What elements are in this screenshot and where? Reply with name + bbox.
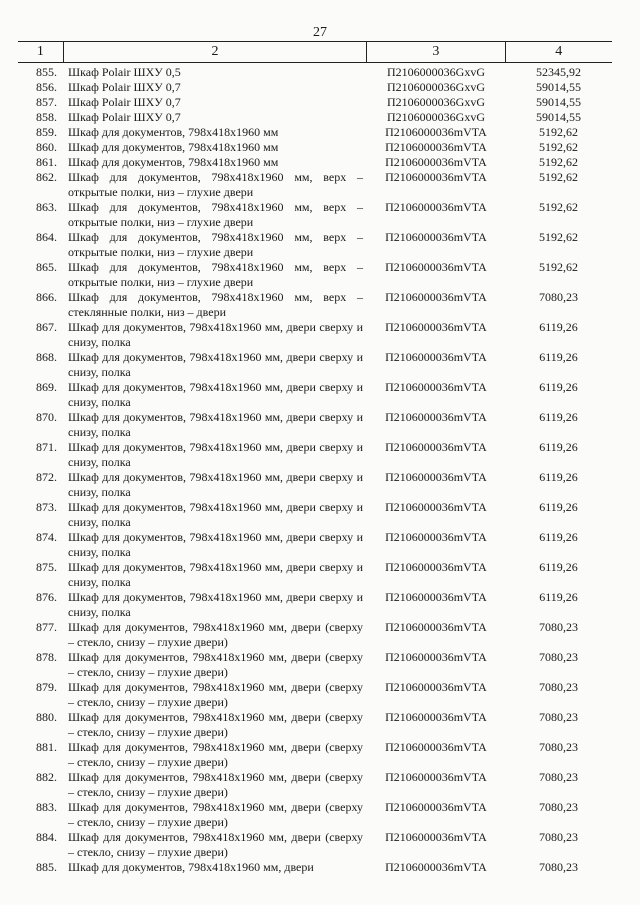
table-row [18,800,612,830]
item-code: П2106000036mVTA [385,470,487,484]
item-price: 6119,26 [539,440,578,454]
row-number: 885. [36,860,57,874]
item-name: Шкаф для документов, 798х418х1960 мм, двери (сверху – стекло, снизу – глухие двери) [68,830,363,859]
row-number: 871. [36,440,57,454]
item-price: 7080,23 [539,770,578,784]
item-code: П2106000036mVTA [385,350,487,364]
item-name: Шкаф Polair ШХУ 0,7 [68,80,181,94]
row-number: 877. [36,620,57,634]
item-price: 6119,26 [539,410,578,424]
item-name: Шкаф для документов, 798х418х1960 мм, двери сверху и снизу, полка [68,320,363,349]
item-name: Шкаф для документов, 798х418х1960 мм, верх – стеклянные полки, низ – двери [68,290,363,319]
item-code: П2106000036mVTA [385,500,487,514]
item-price: 7080,23 [539,710,578,724]
row-number: 880. [36,710,57,724]
item-code: П2106000036mVTA [385,125,487,139]
item-name: Шкаф для документов, 798х418х1960 мм, верх – открытые полки, низ – глухие двери [68,200,363,229]
item-code: П2106000036mVTA [385,530,487,544]
item-price: 6119,26 [539,590,578,604]
row-number: 869. [36,380,57,394]
row-number: 862. [36,170,57,184]
table-row [18,710,612,740]
row-number: 879. [36,680,57,694]
item-price: 5192,62 [539,260,578,274]
row-number: 860. [36,140,57,154]
row-number: 876. [36,590,57,604]
item-name: Шкаф для документов, 798х418х1960 мм, двери (сверху – стекло, снизу – глухие двери) [68,800,363,829]
item-price: 6119,26 [539,500,578,514]
item-name: Шкаф для документов, 798х418х1960 мм, двери (сверху – стекло, снизу – глухие двери) [68,650,363,679]
price-table [18,41,612,890]
row-number: 865. [36,260,57,274]
item-price: 7080,23 [539,620,578,634]
item-price: 5192,62 [539,200,578,214]
row-number: 868. [36,350,57,364]
table-row [18,560,612,590]
item-name: Шкаф для документов, 798х418х1960 мм, верх – открытые полки, низ – глухие двери [68,260,363,289]
table-row [18,350,612,380]
item-code: П2106000036mVTA [385,290,487,304]
item-code: П2106000036mVTA [385,380,487,394]
item-code: П2106000036mVTA [385,260,487,274]
page-number: 27 [313,25,327,40]
row-number: 873. [36,500,57,514]
item-price: 6119,26 [539,320,578,334]
row-number: 859. [36,125,57,139]
row-number: 875. [36,560,57,574]
item-price: 7080,23 [539,860,578,874]
item-price: 6119,26 [539,350,578,364]
row-number: 872. [36,470,57,484]
item-name: Шкаф Polair ШХУ 0,7 [68,110,181,124]
header-col-1: 1 [18,42,64,62]
item-code: П2106000036mVTA [385,200,487,214]
row-number: 856. [36,80,57,94]
item-code: П2106000036GxvG [387,95,485,109]
table-row [18,680,612,710]
row-number: 863. [36,200,57,214]
item-price: 6119,26 [539,560,578,574]
item-name: Шкаф Polair ШХУ 0,7 [68,95,181,109]
item-price: 5192,62 [539,140,578,154]
item-code: П2106000036mVTA [385,155,487,169]
item-name: Шкаф для документов, 798х418х1960 мм, двери [68,860,314,874]
row-number: 878. [36,650,57,664]
item-code: П2106000036GxvG [387,80,485,94]
table-row [18,770,612,800]
item-price: 5192,62 [539,230,578,244]
item-code: П2106000036mVTA [385,830,487,844]
item-name: Шкаф для документов, 798х418х1960 мм, двери сверху и снизу, полка [68,410,363,439]
item-name: Шкаф для документов, 798х418х1960 мм, двери сверху и снизу, полка [68,590,363,619]
table-row [18,155,612,170]
table-row [18,65,612,80]
item-price: 52345,92 [536,65,581,79]
header-col-4: 4 [555,44,563,59]
table-row [18,290,612,320]
row-number: 861. [36,155,57,169]
row-number: 881. [36,740,57,754]
item-code: П2106000036mVTA [385,740,487,754]
table-row [18,620,612,650]
table-row [18,410,612,440]
table-row [18,830,612,860]
item-code: П2106000036mVTA [385,680,487,694]
row-number: 883. [36,800,57,814]
item-code: П2106000036GxvG [387,110,485,124]
table-row [18,380,612,410]
item-name: Шкаф для документов, 798х418х1960 мм, двери сверху и снизу, полка [68,500,363,529]
item-code: П2106000036mVTA [385,230,487,244]
item-name: Шкаф для документов, 798х418х1960 мм, двери (сверху – стекло, снизу – глухие двери) [68,740,363,769]
row-number: 870. [36,410,57,424]
item-code: П2106000036mVTA [385,860,487,874]
table-row [18,500,612,530]
table-row [18,230,612,260]
item-name: Шкаф для документов, 798х418х1960 мм, двери сверху и снизу, полка [68,380,363,409]
table-row [18,740,612,770]
row-number: 866. [36,290,57,304]
item-code: П2106000036mVTA [385,590,487,604]
table-row [18,470,612,500]
item-code: П2106000036mVTA [385,320,487,334]
table-row [18,320,612,350]
item-price: 5192,62 [539,155,578,169]
table-row [18,110,612,125]
item-name: Шкаф для документов, 798х418х1960 мм, двери сверху и снизу, полка [68,560,363,589]
item-name: Шкаф Polair ШХУ 0,5 [68,65,181,79]
item-price: 5192,62 [539,170,578,184]
table-row [18,260,612,290]
item-code: П2106000036mVTA [385,620,487,634]
item-name: Шкаф для документов, 798х418х1960 мм, двери (сверху – стекло, снизу – глухие двери) [68,710,363,739]
row-number: 855. [36,65,57,79]
item-price: 7080,23 [539,740,578,754]
table-row [18,440,612,470]
item-code: П2106000036mVTA [385,140,487,154]
item-code: П2106000036mVTA [385,710,487,724]
item-price: 7080,23 [539,830,578,844]
item-price: 7080,23 [539,800,578,814]
table-row [18,200,612,230]
item-price: 6119,26 [539,530,578,544]
row-number: 874. [36,530,57,544]
item-name: Шкаф для документов, 798х418х1960 мм, верх – открытые полки, низ – глухие двери [68,230,363,259]
item-name: Шкаф для документов, 798х418х1960 мм [68,140,279,154]
header-col-3: 3 [367,42,505,62]
table-row [18,860,612,890]
item-code: П2106000036mVTA [385,770,487,784]
item-price: 5192,62 [539,125,578,139]
item-price: 6119,26 [539,470,578,484]
table-row [18,170,612,200]
item-name: Шкаф для документов, 798х418х1960 мм, двери (сверху – стекло, снизу – глухие двери) [68,770,363,799]
item-name: Шкаф для документов, 798х418х1960 мм, двери сверху и снизу, полка [68,440,363,469]
row-number: 857. [36,95,57,109]
item-name: Шкаф для документов, 798х418х1960 мм [68,155,279,169]
row-number: 882. [36,770,57,784]
header-col-2: 2 [64,42,367,62]
table-row [18,80,612,95]
item-name: Шкаф для документов, 798х418х1960 мм, двери сверху и снизу, полка [68,530,363,559]
item-code: П2106000036mVTA [385,560,487,574]
table-body [18,63,612,890]
item-price: 59014,55 [536,95,581,109]
item-code: П2106000036mVTA [385,440,487,454]
item-code: П2106000036mVTA [385,410,487,424]
item-name: Шкаф для документов, 798х418х1960 мм, двери сверху и снизу, полка [68,350,363,379]
table-header [18,42,612,63]
item-name: Шкаф для документов, 798х418х1960 мм [68,125,279,139]
table-row [18,530,612,560]
table-row [18,125,612,140]
item-price: 6119,26 [539,380,578,394]
item-name: Шкаф для документов, 798х418х1960 мм, верх – открытые полки, низ – глухие двери [68,170,363,199]
table-row [18,140,612,155]
item-price: 7080,23 [539,680,578,694]
item-price: 59014,55 [536,110,581,124]
item-code: П2106000036GxvG [387,65,485,79]
item-name: Шкаф для документов, 798х418х1960 мм, двери сверху и снизу, полка [68,470,363,499]
item-price: 7080,23 [539,650,578,664]
row-number: 864. [36,230,57,244]
table-row [18,590,612,620]
item-price: 59014,55 [536,80,581,94]
item-code: П2106000036mVTA [385,650,487,664]
table-row [18,650,612,680]
row-number: 884. [36,830,57,844]
item-price: 7080,23 [539,290,578,304]
item-code: П2106000036mVTA [385,800,487,814]
item-code: П2106000036mVTA [385,170,487,184]
item-name: Шкаф для документов, 798х418х1960 мм, двери (сверху – стекло, снизу – глухие двери) [68,680,363,709]
table-row [18,95,612,110]
row-number: 858. [36,110,57,124]
row-number: 867. [36,320,57,334]
item-name: Шкаф для документов, 798х418х1960 мм, двери (сверху – стекло, снизу – глухие двери) [68,620,363,649]
